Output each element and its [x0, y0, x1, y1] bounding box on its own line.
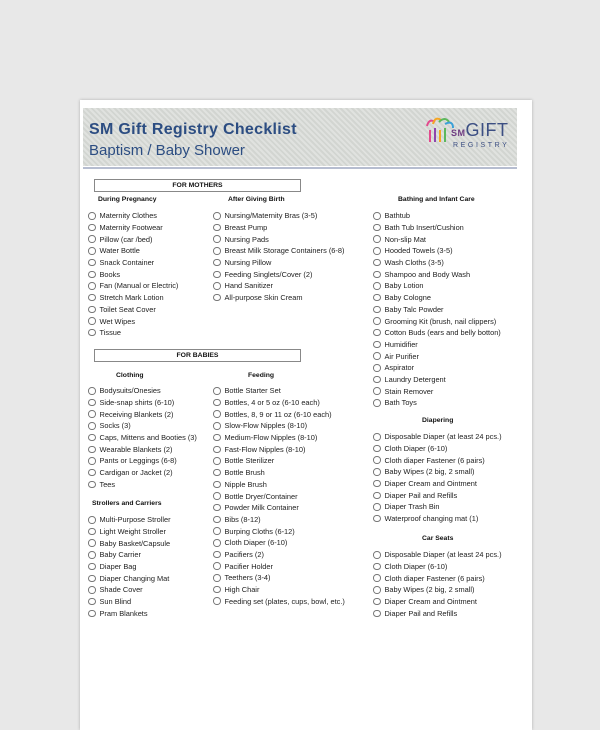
list-feeding	[213, 385, 345, 607]
page-subtitle: Baptism / Baby Shower	[89, 142, 245, 159]
checkbox-circle-icon[interactable]	[88, 481, 96, 489]
checklist-item[interactable]	[88, 327, 178, 339]
checklist-item[interactable]	[373, 385, 501, 397]
list-during-pregnancy	[88, 210, 178, 339]
checklist-item[interactable]	[213, 420, 345, 432]
checkbox-circle-icon[interactable]	[213, 422, 221, 430]
checklist-item-label: High Chair	[224, 585, 260, 595]
checklist-item[interactable]	[373, 561, 502, 573]
checkbox-circle-icon[interactable]	[213, 387, 221, 395]
checkbox-circle-icon[interactable]	[373, 282, 381, 290]
checklist-item[interactable]	[88, 210, 178, 222]
checklist-item[interactable]	[373, 466, 502, 478]
checkbox-circle-icon[interactable]	[213, 224, 221, 232]
checklist-item-label: Stretch Mark Lotion	[99, 293, 164, 303]
checklist-item-label: Maternity Clothes	[99, 211, 158, 221]
checklist-item[interactable]	[373, 549, 502, 561]
checklist-item-label: Pillow (car /bed)	[99, 234, 153, 244]
checklist-item[interactable]	[213, 210, 344, 222]
checklist-item-label: Non-slip Mat	[384, 234, 426, 244]
checklist-item-label: Side-snap shirts (6-10)	[99, 398, 175, 408]
checklist-item-label: Pants or Leggings (6-8)	[99, 456, 177, 466]
checklist-item[interactable]	[213, 233, 344, 245]
checklist-item-label: Diaper Cream and Ointment	[384, 597, 477, 607]
checkbox-circle-icon[interactable]	[88, 247, 96, 255]
checklist-item[interactable]	[88, 315, 178, 327]
checkbox-circle-icon[interactable]	[88, 539, 96, 547]
checklist-item-label: Tissue	[99, 328, 121, 338]
checklist-item-label: Bottles, 4 or 5 oz (6-10 each)	[224, 398, 320, 408]
checkbox-circle-icon[interactable]	[88, 469, 96, 477]
checklist-item[interactable]	[213, 222, 344, 234]
checklist-item[interactable]	[213, 595, 345, 607]
checklist-item-label: Baby Wipes (2 big, 2 small)	[384, 467, 475, 477]
checklist-item[interactable]	[373, 315, 501, 327]
checklist-item[interactable]	[213, 549, 345, 561]
checklist-item[interactable]	[373, 210, 501, 222]
checklist-item[interactable]	[88, 280, 178, 292]
checklist-item[interactable]	[373, 233, 501, 245]
checklist-item[interactable]	[213, 537, 345, 549]
checklist-item-label: Nursing Pads	[224, 234, 269, 244]
checklist-item-label: Pacifier Holder	[224, 561, 273, 571]
checklist-item[interactable]	[88, 514, 171, 526]
checkbox-circle-icon[interactable]	[88, 282, 96, 290]
logo-gift-text: GIFT	[465, 120, 509, 140]
heading-clothing: Clothing	[116, 372, 144, 379]
checklist-item-label: Fan (Manual or Electric)	[99, 281, 179, 291]
checklist-item[interactable]	[88, 596, 171, 608]
checkbox-circle-icon[interactable]	[373, 433, 381, 441]
sm-gift-registry-logo	[421, 114, 521, 160]
checklist-item-label: Diaper Pail and Refills	[384, 608, 458, 618]
checklist-item-label: Multi-Purpose Stroller	[99, 515, 171, 525]
checkbox-circle-icon[interactable]	[88, 224, 96, 232]
checkbox-circle-icon[interactable]	[373, 376, 381, 384]
checklist-item-label: Toilet Seat Cover	[99, 304, 156, 314]
checklist-item[interactable]	[213, 280, 344, 292]
heading-diapering: Diapering	[422, 417, 454, 424]
checklist-item-label: Grooming Kit (brush, nail clippers)	[384, 316, 497, 326]
list-strollers	[88, 514, 171, 619]
checklist-item[interactable]	[88, 467, 197, 479]
checkbox-circle-icon[interactable]	[88, 563, 96, 571]
checkbox-circle-icon[interactable]	[213, 399, 221, 407]
checkbox-circle-icon[interactable]	[88, 294, 96, 302]
checkbox-circle-icon[interactable]	[373, 352, 381, 360]
checkbox-circle-icon[interactable]	[88, 271, 96, 279]
checkbox-circle-icon[interactable]	[373, 387, 381, 395]
checklist-item-label: Baby Basket/Capsule	[99, 538, 171, 548]
checkbox-circle-icon[interactable]	[373, 329, 381, 337]
checklist-item[interactable]	[373, 268, 501, 280]
checklist-item-label: Socks (3)	[99, 421, 131, 431]
checklist-item-label: Water Bottle	[99, 246, 140, 256]
checkbox-circle-icon[interactable]	[373, 247, 381, 255]
checklist-item[interactable]	[88, 584, 171, 596]
logo-registry-text: REGISTRY	[453, 142, 510, 149]
checkbox-circle-icon[interactable]	[373, 574, 381, 582]
checklist-item-label: Tees	[99, 479, 116, 489]
checklist-item[interactable]	[88, 268, 178, 280]
checklist-item[interactable]	[373, 362, 501, 374]
checklist-item-label: Stain Remover	[384, 386, 434, 396]
checkbox-circle-icon[interactable]	[373, 468, 381, 476]
checkbox-circle-icon[interactable]	[213, 235, 221, 243]
checklist-item-label: Caps, Mittens and Booties (3)	[99, 433, 197, 443]
checklist-item[interactable]	[213, 292, 344, 304]
checkbox-circle-icon[interactable]	[213, 247, 221, 255]
document-page	[80, 100, 532, 730]
checklist-item[interactable]	[213, 432, 345, 444]
checklist-item-label: Bibs (8-12)	[224, 514, 261, 524]
checkbox-circle-icon[interactable]	[373, 271, 381, 279]
checklist-item[interactable]	[88, 537, 171, 549]
checklist-item-label: Baby Carrier	[99, 550, 141, 560]
checklist-item[interactable]	[213, 560, 345, 572]
checklist-item-label: Feeding Singlets/Cover (2)	[224, 269, 313, 279]
checklist-item-label: Bathtub	[384, 211, 410, 221]
checklist-item[interactable]	[88, 222, 178, 234]
checklist-item-label: Diaper Trash Bin	[384, 502, 440, 512]
checklist-item[interactable]	[373, 596, 502, 608]
checklist-item[interactable]	[213, 385, 345, 397]
checklist-item[interactable]	[213, 397, 345, 409]
checkbox-circle-icon[interactable]	[88, 516, 96, 524]
checklist-item[interactable]	[373, 443, 502, 455]
checklist-item[interactable]	[213, 525, 345, 537]
checklist-item[interactable]	[373, 245, 501, 257]
checkbox-circle-icon[interactable]	[88, 446, 96, 454]
checklist-item-label: Bottle Brush	[224, 468, 265, 478]
checklist-item[interactable]	[373, 454, 502, 466]
checkbox-circle-icon[interactable]	[373, 364, 381, 372]
checklist-item-label: Fast-Flow Nipples (8-10)	[224, 444, 306, 454]
checklist-item[interactable]	[88, 608, 171, 620]
list-car-seats	[373, 549, 502, 619]
checklist-item[interactable]	[373, 222, 501, 234]
checkbox-circle-icon[interactable]	[88, 586, 96, 594]
checklist-item-label: Diaper Pail and Refills	[384, 490, 458, 500]
checkbox-circle-icon[interactable]	[88, 317, 96, 325]
checklist-item[interactable]	[373, 292, 501, 304]
checklist-item-label: Baby Talc Powder	[384, 304, 444, 314]
checklist-item[interactable]	[373, 397, 501, 409]
checkbox-circle-icon[interactable]	[213, 282, 221, 290]
checkbox-circle-icon[interactable]	[88, 329, 96, 337]
page-title: SM Gift Registry Checklist	[89, 121, 297, 138]
checklist-item[interactable]	[213, 584, 345, 596]
checklist-item-label: Breast Pump	[224, 223, 268, 233]
checklist-item[interactable]	[88, 443, 197, 455]
checkbox-circle-icon[interactable]	[213, 516, 221, 524]
checkbox-circle-icon[interactable]	[373, 306, 381, 314]
checklist-item[interactable]	[88, 292, 178, 304]
checklist-item[interactable]	[373, 350, 501, 362]
checkbox-circle-icon[interactable]	[88, 528, 96, 536]
checklist-item[interactable]	[373, 431, 502, 443]
checkbox-circle-icon[interactable]	[213, 574, 221, 582]
checklist-item-label: Burping Cloths (6-12)	[224, 526, 295, 536]
heading-bathing: Bathing and Infant Care	[398, 196, 475, 203]
checklist-item-label: Bottles, 8, 9 or 11 oz (6-10 each)	[224, 409, 332, 419]
checklist-item-label: Air Purifier	[384, 351, 419, 361]
checkbox-circle-icon[interactable]	[88, 422, 96, 430]
banner-divider	[83, 167, 517, 169]
checkbox-circle-icon[interactable]	[213, 562, 221, 570]
section-for-babies: FOR BABIES	[94, 349, 301, 362]
checkbox-circle-icon[interactable]	[373, 563, 381, 571]
checkbox-circle-icon[interactable]	[88, 551, 96, 559]
checkbox-circle-icon[interactable]	[373, 598, 381, 606]
checkbox-circle-icon[interactable]	[373, 456, 381, 464]
checkbox-circle-icon[interactable]	[213, 492, 221, 500]
heading-feeding: Feeding	[248, 372, 275, 379]
checklist-item[interactable]	[88, 408, 197, 420]
checklist-item[interactable]	[88, 561, 171, 573]
checkbox-circle-icon[interactable]	[213, 434, 221, 442]
checkbox-circle-icon[interactable]	[213, 504, 221, 512]
checkbox-circle-icon[interactable]	[88, 434, 96, 442]
checklist-item-label: Cloth diaper Fastener (6 pairs)	[384, 573, 485, 583]
checklist-item[interactable]	[373, 478, 502, 490]
checkbox-circle-icon[interactable]	[373, 259, 381, 267]
checkbox-circle-icon[interactable]	[88, 598, 96, 606]
checklist-item-label: Bottle Dryer/Container	[224, 491, 298, 501]
checklist-item[interactable]	[213, 408, 345, 420]
checklist-item-label: Laundry Detergent	[384, 374, 446, 384]
checklist-item-label: Disposable Diaper (at least 24 pcs.)	[384, 432, 502, 442]
checklist-item-label: Cardigan or Jacket (2)	[99, 468, 173, 478]
checklist-item-label: Cloth Diaper (6-10)	[224, 538, 288, 548]
checklist-item[interactable]	[373, 374, 501, 386]
checkbox-circle-icon[interactable]	[88, 259, 96, 267]
checklist-item[interactable]	[213, 572, 345, 584]
checkbox-circle-icon[interactable]	[373, 212, 381, 220]
checkbox-circle-icon[interactable]	[88, 575, 96, 583]
checklist-item-label: Diaper Bag	[99, 562, 137, 572]
checkbox-circle-icon[interactable]	[88, 235, 96, 243]
checkbox-circle-icon[interactable]	[88, 306, 96, 314]
heading-during-pregnancy: During Pregnancy	[98, 196, 157, 203]
checklist-item[interactable]	[88, 385, 197, 397]
checklist-item[interactable]	[213, 490, 345, 502]
checkbox-circle-icon[interactable]	[213, 469, 221, 477]
checklist-item-label: Receiving Blankets (2)	[99, 409, 174, 419]
checklist-item-label: Bodysuits/Onesies	[99, 386, 161, 396]
checklist-item-label: Bottle Starter Set	[224, 386, 281, 396]
checkbox-circle-icon[interactable]	[88, 610, 96, 618]
checkbox-circle-icon[interactable]	[373, 399, 381, 407]
checklist-item[interactable]	[88, 526, 171, 538]
checklist-item[interactable]	[373, 607, 502, 619]
checklist-item[interactable]	[373, 257, 501, 269]
checkbox-circle-icon[interactable]	[373, 503, 381, 511]
checklist-item-label: Baby Cologne	[384, 293, 431, 303]
checklist-item-label: Wearable Blankets (2)	[99, 444, 173, 454]
checklist-item-label: Diaper Changing Mat	[99, 573, 170, 583]
checkbox-circle-icon[interactable]	[373, 294, 381, 302]
checklist-item-label: Nursing Pillow	[224, 258, 272, 268]
checklist-item[interactable]	[88, 257, 178, 269]
checkbox-circle-icon[interactable]	[213, 212, 221, 220]
checkbox-circle-icon[interactable]	[213, 586, 221, 594]
checklist-item-label: Cloth diaper Fastener (6 pairs)	[384, 455, 485, 465]
checklist-item-label: Hooded Towels (3-5)	[384, 246, 453, 256]
checklist-item-label: Pram Blankets	[99, 608, 148, 618]
checklist-item-label: Diaper Cream and Ointment	[384, 479, 477, 489]
checkbox-circle-icon[interactable]	[373, 445, 381, 453]
checkbox-circle-icon[interactable]	[373, 610, 381, 618]
checklist-item[interactable]	[88, 245, 178, 257]
section-for-mothers: FOR MOTHERS	[94, 179, 301, 192]
list-after-birth	[213, 210, 344, 304]
checkbox-circle-icon[interactable]	[373, 317, 381, 325]
checkbox-circle-icon[interactable]	[88, 387, 96, 395]
checklist-item-label: Cloth Diaper (6-10)	[384, 562, 448, 572]
checklist-item[interactable]	[88, 420, 197, 432]
checklist-item-label: Cotton Buds (ears and belly botton)	[384, 328, 501, 338]
checklist-item-label: Slow-Flow Nipples (8-10)	[224, 421, 308, 431]
checklist-item[interactable]	[88, 397, 197, 409]
checkbox-circle-icon[interactable]	[213, 457, 221, 465]
checklist-item-label: Baby Wipes (2 big, 2 small)	[384, 585, 475, 595]
checklist-item-label: Bath Tub Insert/Cushion	[384, 223, 464, 233]
checklist-item-label: Snack Container	[99, 258, 155, 268]
checkbox-circle-icon[interactable]	[373, 341, 381, 349]
checklist-item-label: Hand Sanitizer	[224, 281, 273, 291]
checklist-item-label: Pacifiers (2)	[224, 549, 264, 559]
checklist-item[interactable]	[88, 479, 197, 491]
checklist-item[interactable]	[373, 339, 501, 351]
checklist-item[interactable]	[88, 432, 197, 444]
checklist-item[interactable]	[373, 513, 502, 525]
checklist-item-label: Bottle Sterilizer	[224, 456, 275, 466]
checklist-item[interactable]	[373, 304, 501, 316]
checkbox-circle-icon[interactable]	[373, 224, 381, 232]
checklist-item[interactable]	[373, 501, 502, 513]
checklist-item[interactable]	[213, 268, 344, 280]
checkbox-circle-icon[interactable]	[213, 271, 221, 279]
checkbox-circle-icon[interactable]	[373, 586, 381, 594]
checklist-item[interactable]	[213, 245, 344, 257]
checkbox-circle-icon[interactable]	[213, 539, 221, 547]
checklist-item-label: Shampoo and Body Wash	[384, 269, 471, 279]
checklist-item-label: Shade Cover	[99, 585, 143, 595]
checkbox-circle-icon[interactable]	[373, 515, 381, 523]
checklist-item-label: Powder Milk Container	[224, 503, 299, 513]
checkbox-circle-icon[interactable]	[213, 551, 221, 559]
checklist-item[interactable]	[373, 327, 501, 339]
list-diapering	[373, 431, 502, 525]
checklist-item[interactable]	[213, 479, 345, 491]
checkbox-circle-icon[interactable]	[213, 481, 221, 489]
checklist-item[interactable]	[88, 549, 171, 561]
checklist-item[interactable]	[373, 489, 502, 501]
checklist-item[interactable]	[213, 257, 344, 269]
checkbox-circle-icon[interactable]	[213, 597, 221, 605]
list-bathing	[373, 210, 501, 409]
checklist-item[interactable]	[373, 584, 502, 596]
heading-after-birth: After Giving Birth	[228, 196, 285, 203]
checklist-item-label: Maternity Footwear	[99, 223, 163, 233]
checklist-item-label: Cloth Diaper (6-10)	[384, 444, 448, 454]
checklist-item-label: Light Weight Stroller	[99, 527, 166, 537]
checkbox-circle-icon[interactable]	[373, 492, 381, 500]
checklist-item[interactable]	[213, 443, 345, 455]
checklist-item-label: Feeding set (plates, cups, bowl, etc.)	[224, 596, 345, 606]
checklist-item-label: Humidifier	[384, 339, 418, 349]
checklist-item[interactable]	[213, 514, 345, 526]
list-clothing	[88, 385, 197, 490]
checklist-item-label: Sun Blind	[99, 597, 132, 607]
checklist-item[interactable]	[373, 572, 502, 584]
checkbox-circle-icon[interactable]	[213, 294, 221, 302]
header-banner	[83, 108, 517, 166]
checkbox-circle-icon[interactable]	[88, 212, 96, 220]
checklist-item-label: Books	[99, 269, 121, 279]
checklist-item-label: Teethers (3-4)	[224, 573, 271, 583]
checklist-item-label: All-purpose Skin Cream	[224, 293, 303, 303]
checklist-item-label: Wet Wipes	[99, 316, 136, 326]
checklist-item[interactable]	[88, 233, 178, 245]
checklist-item[interactable]	[213, 467, 345, 479]
checklist-item-label: Bath Toys	[384, 398, 417, 408]
checklist-item-label: Nipple Brush	[224, 479, 267, 489]
checklist-item-label: Waterproof changing mat (1)	[384, 514, 479, 524]
checkbox-circle-icon[interactable]	[373, 235, 381, 243]
checklist-item[interactable]	[88, 572, 171, 584]
checklist-item[interactable]	[213, 455, 345, 467]
checklist-item-label: Baby Lotion	[384, 281, 424, 291]
checklist-item-label: Aspirator	[384, 363, 415, 373]
checkbox-circle-icon[interactable]	[213, 446, 221, 454]
checkbox-circle-icon[interactable]	[88, 410, 96, 418]
checklist-item-label: Wash Cloths (3-5)	[384, 258, 444, 268]
logo-sm-text: SM	[451, 128, 466, 138]
checklist-item[interactable]	[373, 280, 501, 292]
checklist-item[interactable]	[213, 502, 345, 514]
heading-strollers: Strollers and Carriers	[92, 500, 162, 507]
checklist-item[interactable]	[88, 455, 197, 467]
checklist-item-label: Nursing/Maternity Bras (3-5)	[224, 211, 318, 221]
checklist-item-label: Breast Milk Storage Containers (6-8)	[224, 246, 345, 256]
checkbox-circle-icon[interactable]	[88, 399, 96, 407]
checkbox-circle-icon[interactable]	[88, 457, 96, 465]
heading-car-seats: Car Seats	[422, 535, 454, 542]
checkbox-circle-icon[interactable]	[373, 480, 381, 488]
checklist-item-label: Disposable Diaper (at least 24 pcs.)	[384, 550, 502, 560]
checklist-item-label: Medium-Flow Nipples (8-10)	[224, 433, 318, 443]
checkbox-circle-icon[interactable]	[213, 410, 221, 418]
checkbox-circle-icon[interactable]	[373, 551, 381, 559]
checkbox-circle-icon[interactable]	[213, 259, 221, 267]
checkbox-circle-icon[interactable]	[213, 527, 221, 535]
checklist-item[interactable]	[88, 304, 178, 316]
